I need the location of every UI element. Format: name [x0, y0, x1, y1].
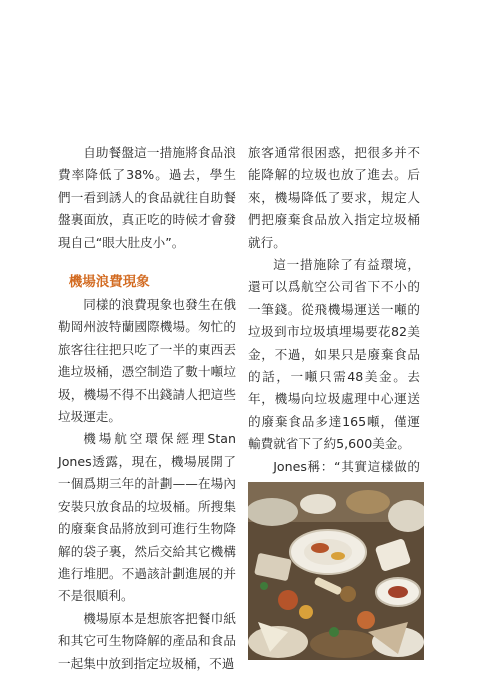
paragraph-airport-plan: 機場原本是想旅客把餐巾紙和其它可生物降解的產品和食品一起集中放到指定垃圾桶，不過	[58, 610, 236, 671]
paragraph-buffet-tray: 自助餐盤這一措施將食品浪費率降低了38%。過去，學生們一看到誘人的食品就往自助餐盤裏面放，真正吃的時候才會發現自己“眼大肚皮小”。	[58, 145, 236, 250]
right-text-column	[248, 142, 420, 523]
paragraph-jones-quote: Jones稱：“其實這樣做的	[273, 458, 420, 474]
food-waste-photo	[248, 482, 424, 660]
paragraph-passenger-confusion: 旅客通常很困惑，把很多并不能降解的垃圾也放了進去。后來，機場降低了要求，規定人們把廢棄食品放入指定垃圾桶就行。	[248, 145, 420, 250]
food-waste-trash-photo-icon	[248, 482, 424, 660]
paragraph-stan-jones: 機場航空環保經理Stan Jones透露，現在，機場展開了一個爲期三年的計劃——在場內安裝只放食品的垃圾桶。所搜集的廢棄食品將放到可進行生物降解的袋子裏，然后交給其它機構進行堆肥。不過該計劃進展的并不是很順利。	[58, 431, 236, 604]
paragraph-cost-savings: 這一措施除了有益環境，還可以爲航空公司省下不小的一筆錢。從飛機場運送一噸的垃圾到市垃圾填埋場要花82美金，不過，如果只是廢棄食品的話，一噸只需48美金。去年，機場向垃圾處理中心運送的廢棄食品多達165噸，僅運輸費就省下了約5,600美金。	[248, 257, 420, 452]
section-heading-airport-waste: 機場浪費現象	[68, 274, 150, 291]
paragraph-portland-airport: 同樣的浪費現象也發生在俄勒岡州波特蘭國際機場。匆忙的旅客往往把只吃了一半的東西丟進垃圾桶，憑空制造了數十噸垃圾，機場不得不出錢請人把這些垃圾運走。	[58, 297, 236, 425]
left-text-column	[58, 142, 236, 675]
